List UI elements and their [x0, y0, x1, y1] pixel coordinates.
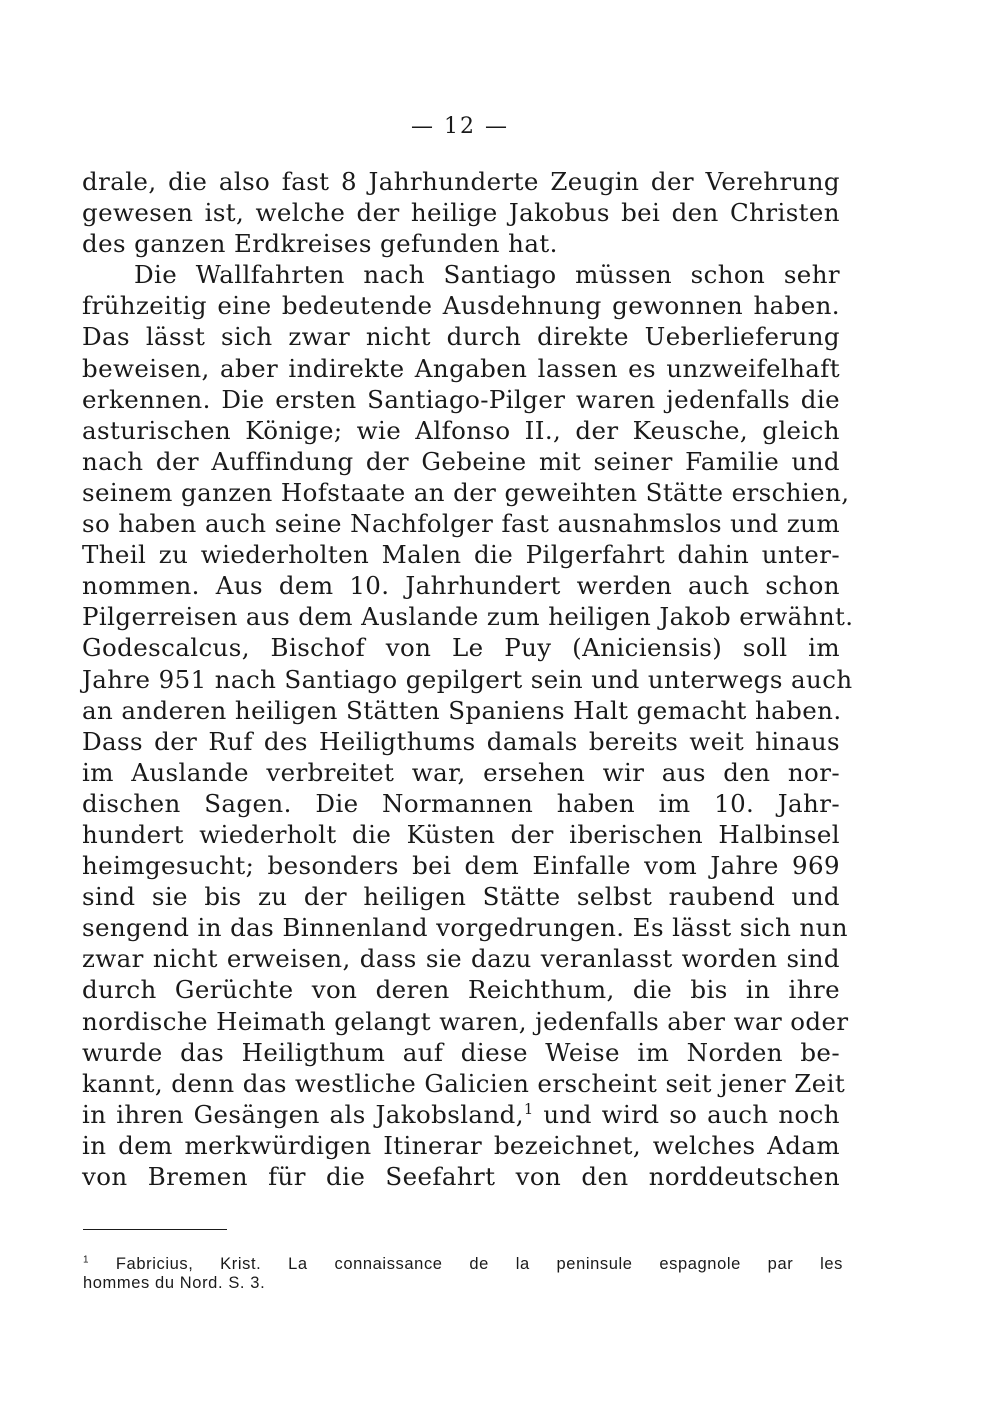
text-line: Die Wallfahrten nach Santiago müssen schon sehr: [134, 260, 840, 290]
text-line: nach der Auffindung der Gebeine mit seiner Familie und: [82, 446, 840, 476]
text-line: gewesen ist, welche der heilige Jakobus bei den Christen: [82, 198, 840, 228]
text-line: drale, die also fast 8 Jahrhunderte Zeugin der Verehrung: [82, 167, 840, 196]
text-line: durch Gerüchte von deren Reichthum, die bis in ihre: [82, 975, 840, 1005]
body-text: [82, 166, 854, 1192]
footnote-line: [83, 1255, 843, 1274]
page-number: — 12 —: [411, 114, 509, 139]
text-line: erkennen. Die ersten Santiago-Pilger waren jedenfalls die: [82, 384, 840, 414]
text-line: frühzeitig eine bedeutende Ausdehnung gewonnen haben.: [82, 291, 840, 321]
text-line: kannt, denn das westliche Galicien erscheint seit jener Zeit: [82, 1068, 846, 1098]
text-line: sengend in das Binnenland vorgedrungen. Es lässt sich nun: [82, 913, 848, 943]
footnote-divider: [83, 1229, 227, 1230]
text-segment: in ihren Gesängen als Jakobsland,: [82, 1099, 524, 1129]
text-line: Theil zu wiederholten Malen die Pilgerfahrt dahin unter-: [82, 540, 840, 570]
text-line-with-footnote-ref: [82, 1099, 840, 1130]
text-line: in dem merkwürdigen Itinerar bezeichnet, welches Adam: [82, 1130, 840, 1160]
text-line: asturischen Könige; wie Alfonso II., der Keusche, gleich: [82, 415, 840, 445]
text-line: Godescalcus, Bischof von Le Puy (Aniciensis) soll im: [82, 633, 840, 663]
text-line: Pilgerreisen aus dem Auslande zum heiligen Jakob erwähnt.: [82, 602, 854, 632]
text-line: wurde das Heiligthum auf diese Weise im Norden be-: [82, 1037, 840, 1067]
text-line: hundert wiederholt die Küsten der iberischen Halbinsel: [82, 819, 840, 849]
footnote-line: hommes du Nord. S. 3.: [83, 1274, 266, 1292]
text-line: im Auslande verbreitet war, ersehen wir aus den nor-: [82, 757, 840, 787]
text-line: beweisen, aber indirekte Angaben lassen es unzweifelhaft: [82, 353, 840, 383]
text-line: an anderen heiligen Stätten Spaniens Halt gemacht haben.: [82, 695, 842, 725]
footnote-marker: 1: [83, 1254, 90, 1266]
text-line: dischen Sagen. Die Normannen haben im 10. Jahr-: [82, 788, 840, 818]
text-segment: und wird so auch noch: [533, 1099, 840, 1129]
text-line: so haben auch seine Nachfolger fast ausnahmslos und zum: [82, 509, 840, 539]
text-line: nordische Heimath gelangt waren, jedenfalls aber war oder: [82, 1006, 849, 1036]
text-line: von Bremen für die Seefahrt von den norddeutschen: [82, 1162, 840, 1191]
text-line: seinem ganzen Hofstaate an der geweihten Stätte erschien,: [82, 477, 850, 507]
text-line: des ganzen Erdkreises gefunden hat.: [82, 229, 558, 259]
text-line: Das lässt sich zwar nicht durch direkte Ueberlieferung: [82, 322, 840, 352]
text-line: sind sie bis zu der heiligen Stätte selbst raubend und: [82, 882, 840, 912]
text-line: heimgesucht; besonders bei dem Einfalle vom Jahre 969: [82, 851, 840, 881]
text-line: Jahre 951 nach Santiago gepilgert sein und unterwegs auch: [82, 664, 853, 694]
footnote-text: Fabricius, Krist. La connaissance de la peninsule espagnole par les: [89, 1255, 843, 1273]
footnote-reference: 1: [523, 1100, 534, 1118]
text-line: Dass der Ruf des Heiligthums damals bereits weit hinaus: [82, 726, 840, 756]
text-line: nommen. Aus dem 10. Jahrhundert werden auch schon: [82, 571, 840, 601]
text-line: zwar nicht erweisen, dass sie dazu veranlasst worden sind: [82, 944, 840, 974]
footnote: [83, 1255, 843, 1293]
